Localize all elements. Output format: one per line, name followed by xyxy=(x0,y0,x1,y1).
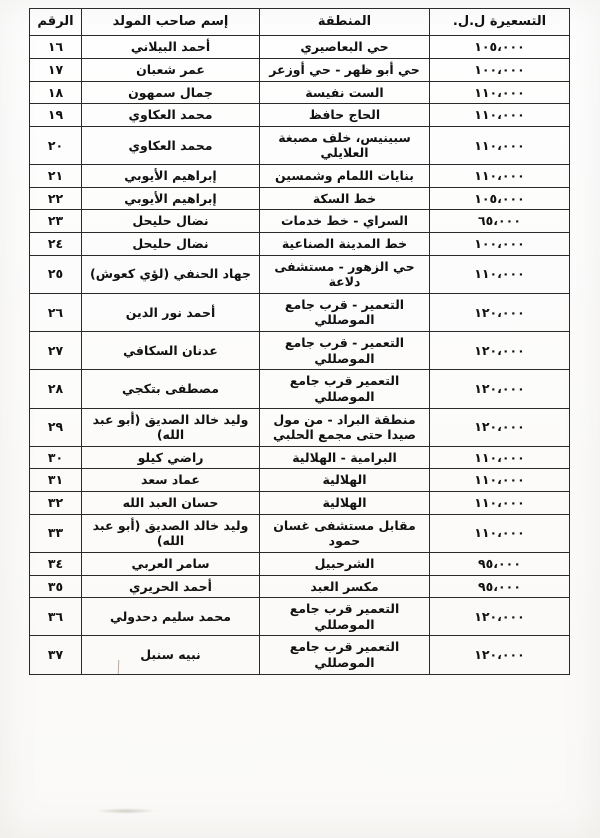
table-row xyxy=(30,469,570,492)
cell-owner: عدنان السكافي xyxy=(82,332,260,370)
cell-owner: إبراهيم الأيوبي xyxy=(82,165,260,188)
cell-number: ٢٤ xyxy=(30,232,82,255)
cell-price: ١٢٠،٠٠٠ xyxy=(430,408,570,446)
table-row xyxy=(30,492,570,515)
cell-owner: أحمد البيلاني xyxy=(82,36,260,59)
cell-area: منطقة البراد - من مول صيدا حتى مجمع الحلبي xyxy=(260,408,430,446)
cell-price: ٦٥،٠٠٠ xyxy=(430,210,570,233)
table-row xyxy=(30,104,570,127)
cell-owner: حسان العبد الله xyxy=(82,492,260,515)
cell-price: ١٢٠،٠٠٠ xyxy=(430,332,570,370)
cell-area: الشرحبيل xyxy=(260,552,430,575)
cell-number: ٢٩ xyxy=(30,408,82,446)
cell-number: ١٩ xyxy=(30,104,82,127)
cell-owner: نضال حليحل xyxy=(82,232,260,255)
table-row xyxy=(30,636,570,674)
table-row xyxy=(30,332,570,370)
cell-number: ٣٠ xyxy=(30,446,82,469)
cell-number: ١٧ xyxy=(30,58,82,81)
cell-owner: محمد سليم دحدولي xyxy=(82,598,260,636)
cell-owner: وليد خالد الصديق (أبو عبد الله) xyxy=(82,514,260,552)
cell-price: ١١٠،٠٠٠ xyxy=(430,469,570,492)
cell-area: خط المدينة الصناعية xyxy=(260,232,430,255)
cell-area: البرامية - الهلالية xyxy=(260,446,430,469)
cell-price: ١١٠،٠٠٠ xyxy=(430,446,570,469)
table-row xyxy=(30,165,570,188)
table-row xyxy=(30,575,570,598)
cell-owner: جهاد الحنفي (لؤي كعوش) xyxy=(82,255,260,293)
cell-area: بنايات اللمام وشمسين xyxy=(260,165,430,188)
cell-price: ١١٠،٠٠٠ xyxy=(430,81,570,104)
cell-price: ١١٠،٠٠٠ xyxy=(430,104,570,127)
cell-number: ٢٨ xyxy=(30,370,82,408)
table-row xyxy=(30,598,570,636)
table-row xyxy=(30,232,570,255)
cell-number: ٣٥ xyxy=(30,575,82,598)
cell-area: التعمير قرب جامع الموصللي xyxy=(260,370,430,408)
table-row xyxy=(30,370,570,408)
cell-owner: محمد العكاوي xyxy=(82,104,260,127)
table-row xyxy=(30,446,570,469)
table-row xyxy=(30,36,570,59)
cell-owner: سامر العربي xyxy=(82,552,260,575)
cell-price: ١٢٠،٠٠٠ xyxy=(430,598,570,636)
table-body xyxy=(30,36,570,674)
table-row xyxy=(30,255,570,293)
cell-owner: عمر شعبان xyxy=(82,58,260,81)
cell-price: ١٠٠،٠٠٠ xyxy=(430,232,570,255)
cell-area: الهلالية xyxy=(260,469,430,492)
cell-area: الحاج حافظ xyxy=(260,104,430,127)
column-header-owner: إسم صاحب المولد xyxy=(82,9,260,36)
cell-area: حي الزهور - مستشفى دلاعة xyxy=(260,255,430,293)
cell-number: ٣٦ xyxy=(30,598,82,636)
cell-price: ١١٠،٠٠٠ xyxy=(430,492,570,515)
column-header-area: المنطقة xyxy=(260,9,430,36)
cell-owner: أحمد الحريري xyxy=(82,575,260,598)
column-header-price: التسعيرة ل.ل. xyxy=(430,9,570,36)
cell-number: ٣١ xyxy=(30,469,82,492)
table-row xyxy=(30,514,570,552)
table-row xyxy=(30,408,570,446)
cell-area: الهلالية xyxy=(260,492,430,515)
cell-owner: محمد العكاوي xyxy=(82,126,260,164)
cell-price: ١٢٠،٠٠٠ xyxy=(430,370,570,408)
cell-number: ٢٠ xyxy=(30,126,82,164)
cell-area: سبينيس، خلف مصبغة العلايلي xyxy=(260,126,430,164)
cell-area: التعمير قرب جامع الموصللي xyxy=(260,598,430,636)
generators-table-container xyxy=(30,8,570,675)
cell-price: ١١٠،٠٠٠ xyxy=(430,126,570,164)
cell-owner: إبراهيم الأيوبي xyxy=(82,187,260,210)
cell-price: ١٠٠،٠٠٠ xyxy=(430,58,570,81)
table-row xyxy=(30,210,570,233)
generators-table xyxy=(29,8,570,675)
cell-area: مقابل مستشفى غسان حمود xyxy=(260,514,430,552)
cell-number: ٢٣ xyxy=(30,210,82,233)
cell-owner: راضي كيلو xyxy=(82,446,260,469)
cell-price: ٩٥،٠٠٠ xyxy=(430,552,570,575)
cell-number: ١٦ xyxy=(30,36,82,59)
cell-price: ١١٠،٠٠٠ xyxy=(430,514,570,552)
cell-area: التعمير قرب جامع الموصللي xyxy=(260,636,430,674)
cell-area: مكسر العبد xyxy=(260,575,430,598)
cell-area: السراي - خط خدمات xyxy=(260,210,430,233)
table-row xyxy=(30,126,570,164)
cell-number: ٣٣ xyxy=(30,514,82,552)
column-header-number: الرقم xyxy=(30,9,82,36)
cell-price: ٩٥،٠٠٠ xyxy=(430,575,570,598)
cell-area: خط السكة xyxy=(260,187,430,210)
cell-number: ٢٦ xyxy=(30,293,82,331)
table-row xyxy=(30,81,570,104)
cell-price: ١٠٥،٠٠٠ xyxy=(430,36,570,59)
cell-number: ٣٤ xyxy=(30,552,82,575)
cell-price: ١١٠،٠٠٠ xyxy=(430,165,570,188)
cell-price: ١٠٥،٠٠٠ xyxy=(430,187,570,210)
cell-owner: وليد خالد الصديق (أبو عبد الله) xyxy=(82,408,260,446)
cell-area: حي البعاصيري xyxy=(260,36,430,59)
cell-owner: عماد سعد xyxy=(82,469,260,492)
table-row xyxy=(30,552,570,575)
cell-number: ٢٧ xyxy=(30,332,82,370)
cell-area: الست نفيسة xyxy=(260,81,430,104)
cell-area: حي أبو ظهر - حي أوزعر xyxy=(260,58,430,81)
cell-price: ١١٠،٠٠٠ xyxy=(430,255,570,293)
cell-owner: نبيه سنبل xyxy=(82,636,260,674)
cell-price: ١٢٠،٠٠٠ xyxy=(430,636,570,674)
cell-owner: مصطفى بتكجي xyxy=(82,370,260,408)
table-row xyxy=(30,58,570,81)
cell-area: التعمير - قرب جامع الموصللي xyxy=(260,293,430,331)
cell-number: ٢٢ xyxy=(30,187,82,210)
cell-owner: جمال سمهون xyxy=(82,81,260,104)
cell-number: ٣٢ xyxy=(30,492,82,515)
cell-number: ٢٥ xyxy=(30,255,82,293)
cell-price: ١٢٠،٠٠٠ xyxy=(430,293,570,331)
cell-owner: نضال حليحل xyxy=(82,210,260,233)
table-header xyxy=(30,9,570,36)
cell-area: التعمير - قرب جامع الموصللي xyxy=(260,332,430,370)
cell-number: ٢١ xyxy=(30,165,82,188)
cell-number: ٣٧ xyxy=(30,636,82,674)
table-row xyxy=(30,293,570,331)
table-row xyxy=(30,187,570,210)
cell-number: ١٨ xyxy=(30,81,82,104)
scan-smudge xyxy=(96,808,156,814)
cell-owner: أحمد نور الدين xyxy=(82,293,260,331)
table-header-row xyxy=(30,9,570,36)
